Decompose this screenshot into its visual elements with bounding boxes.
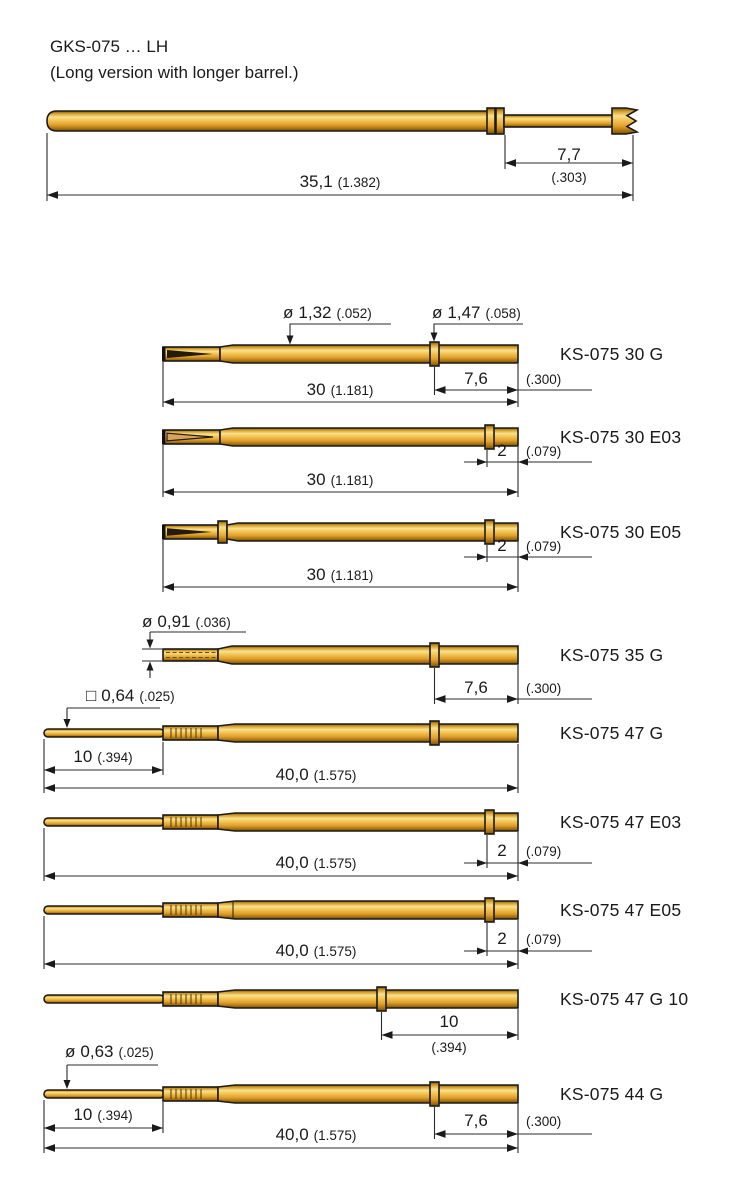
crown-tip [612, 108, 637, 134]
probe-drawing-ks-075-30-g [162, 324, 592, 407]
part-label: KS-075 30 E03 [560, 427, 682, 447]
dim-end-mm: 2 [497, 929, 507, 948]
dim-end-inch: (.300) [526, 372, 562, 387]
page-title: GKS-075 … LH [50, 37, 169, 56]
dim-end-mm: 7,6 [464, 369, 488, 388]
dim-end-inch: (.300) [526, 681, 562, 696]
dim-end-mm: 10 [439, 1012, 459, 1031]
dim-end-inch: (.079) [526, 539, 562, 554]
dim-length: 30 (1.181) [306, 470, 374, 489]
dim-tip-length: 10 (.394) [73, 747, 133, 766]
part-label: KS-075 30 G [560, 344, 664, 364]
part-label: KS-075 44 G [560, 1084, 664, 1104]
dim-end-mm: 2 [497, 536, 507, 555]
part-label: KS-075 30 E05 [560, 522, 682, 542]
dim-end-mm: 7,6 [464, 678, 488, 697]
dim-end-inch: (.079) [526, 444, 562, 459]
dim-end-inch: (.394) [431, 1040, 467, 1055]
dia-barrel-label: ø 1,32 (.052) [283, 303, 372, 322]
dim-length: 30 (1.181) [306, 565, 374, 584]
dim-end-mm: 2 [497, 441, 507, 460]
dia-tip-label: ø 0,91 (.036) [142, 612, 231, 631]
probe-drawing-ks-075-30-e05 [162, 520, 592, 592]
part-label: KS-075 47 G 10 [560, 989, 689, 1009]
part-label: KS-075 47 E03 [560, 812, 682, 832]
dim-tip-length: 10 (.394) [73, 1105, 133, 1124]
part-label: KS-075 35 G [560, 645, 664, 665]
dim-plunger-length-mm: 7,7 [557, 145, 581, 164]
dim-length: 40,0 (1.575) [275, 765, 357, 784]
dia-tip-label: □ 0,64 (.025) [86, 686, 175, 705]
dim-end-inch: (.300) [526, 1114, 562, 1129]
dim-length: 30 (1.181) [306, 380, 374, 399]
dia-tip-label: ø 0,63 (.025) [65, 1042, 154, 1061]
dim-end-inch: (.079) [526, 932, 562, 947]
page-subtitle: (Long version with longer barrel.) [50, 63, 299, 82]
dim-length: 40,0 (1.575) [275, 853, 357, 872]
dim-plunger-length-inch: (.303) [551, 170, 587, 185]
dim-total-length: 35,1 (1.382) [299, 172, 381, 191]
part-label: KS-075 47 E05 [560, 900, 682, 920]
dim-length: 40,0 (1.575) [275, 941, 357, 960]
probe-drawing-ks-075-35-g [142, 632, 592, 704]
probe-drawing-ks-075-30-e03 [162, 425, 592, 497]
dim-end-mm: 2 [497, 841, 507, 860]
part-label: KS-075 47 G [560, 723, 664, 743]
dia-collar-label: ø 1,47 (.058) [432, 303, 521, 322]
dim-end-inch: (.079) [526, 844, 562, 859]
dim-length: 40,0 (1.575) [275, 1125, 357, 1144]
dim-end-mm: 7,6 [464, 1111, 488, 1130]
